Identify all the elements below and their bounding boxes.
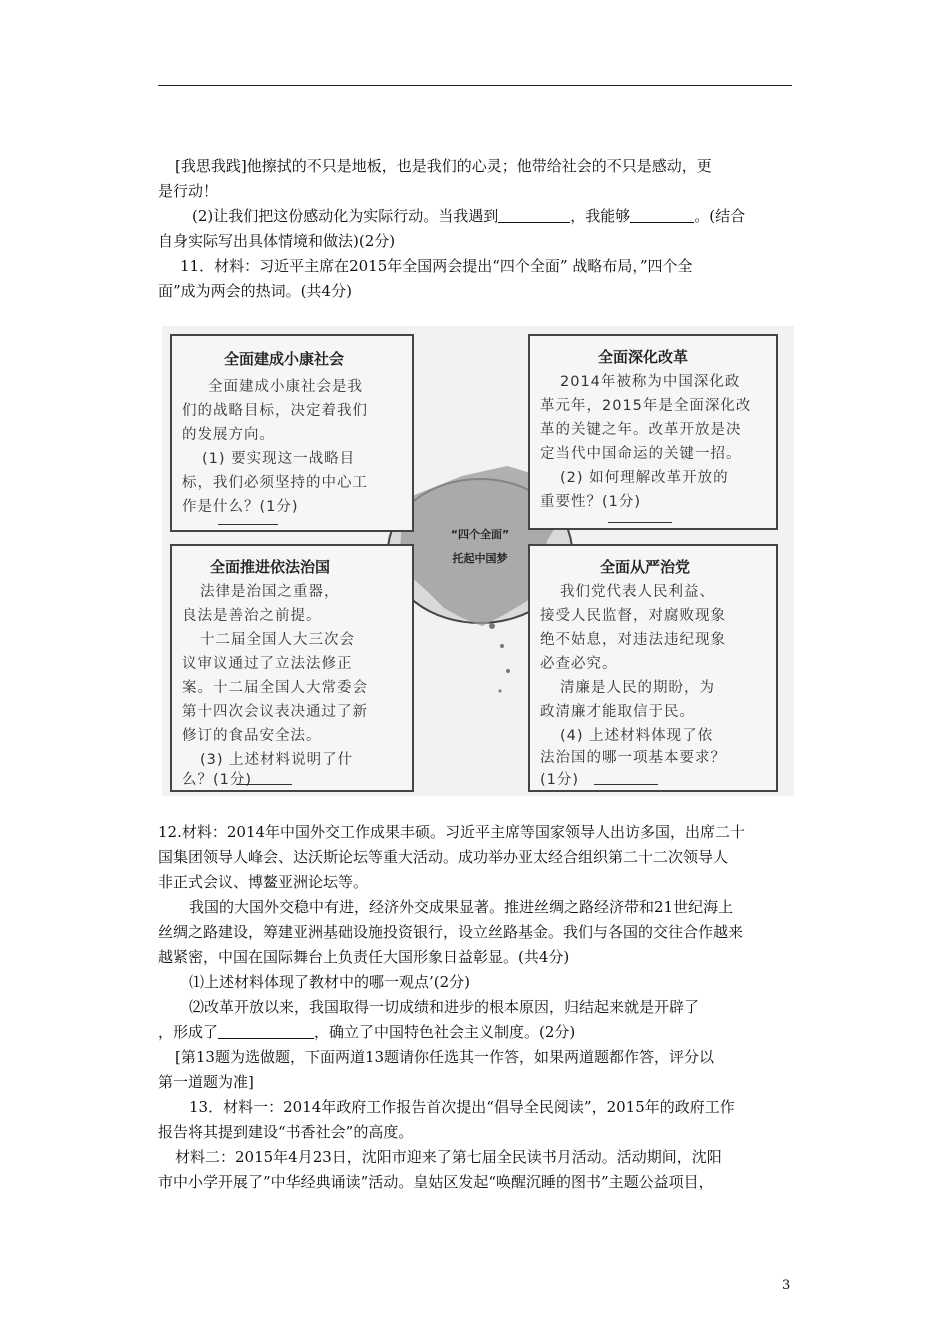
box-line: 法治国的哪一项基本要求？: [540, 750, 726, 766]
paragraph-line: 我国的大国外交稳中有进，经济外交成果显著。推进丝绸之路经济带和21世纪海上: [189, 898, 734, 916]
box-line: 修订的食品安全法。: [182, 728, 322, 744]
box-line: 定当代中国命运的关键一招。: [540, 446, 742, 462]
paragraph-line: 越紧密，中国在国际舞台上负责任大国形象日益彰显。(共4分): [158, 948, 570, 966]
box-line: 么？(1分): [182, 772, 253, 788]
text-segment: ，我能够: [570, 207, 631, 225]
paragraph-line: 第一道题为准]: [158, 1073, 254, 1091]
paragraph-line: 国集团领导人峰会、达沃斯论坛等重大活动。成功举办亚太经合组织第二十二次领导人: [158, 848, 729, 866]
box-line: 十二届全国人大三次会: [200, 632, 355, 648]
answer-blank[interactable]: [630, 207, 694, 223]
text-segment: ，确立了中国特色社会主义制度。(2分): [314, 1023, 576, 1041]
box-line: 革元年，2015年是全面深化改: [540, 398, 752, 414]
answer-line[interactable]: [218, 524, 278, 525]
box-line: (1分): [540, 772, 580, 788]
text-segment: ，形成了: [158, 1023, 219, 1041]
answer-line[interactable]: [608, 522, 672, 523]
four-comprehensives-figure: [162, 326, 794, 796]
paragraph-line: [192, 206, 745, 226]
box-title: 全面深化改革: [598, 348, 689, 366]
answer-blank[interactable]: [218, 1023, 314, 1039]
box-line: 们的战略目标，决定着我们: [182, 403, 368, 419]
box-xiaokang: [170, 334, 414, 532]
header-rule: [158, 85, 792, 86]
box-line: (2) 如何理解改革开放的: [560, 470, 729, 486]
box-line: 接受人民监督，对腐败现象: [540, 608, 726, 624]
box-title: 全面推进依法治国: [210, 558, 331, 576]
box-congyan: [528, 544, 778, 792]
box-line: 第十四次会议表决通过了新: [182, 704, 368, 720]
box-fazhi: [170, 544, 414, 792]
page-number: 3: [782, 1278, 791, 1293]
box-line: 的发展方向。: [182, 427, 275, 443]
paragraph-line: 13．材料一：2014年政府工作报告首次提出“倡导全民阅读”，2015年的政府工作: [189, 1098, 735, 1116]
text-segment: (2)让我们把这份感动化为实际行动。当我遇到: [192, 207, 499, 225]
paragraph-line: [第13题为选做题，下面两道13题请你任选其一作答，如果两道题都作答，评分以: [175, 1048, 715, 1066]
box-title: 全面从严治党: [600, 558, 691, 576]
paragraph-line: [158, 1022, 575, 1042]
paragraph-line: 丝绸之路建设，筹建亚洲基础设施投资银行，设立丝路基金。我们与各国的交往合作越来: [158, 923, 744, 941]
box-title: 全面建成小康社会: [224, 350, 345, 368]
box-line: 作是什么？(1分): [182, 499, 299, 515]
box-line: 全面建成小康社会是我: [208, 379, 363, 395]
paragraph-line: 自身实际写出具体情境和做法)(2分): [158, 232, 396, 250]
center-caption-line1: “四个全面”: [450, 528, 510, 541]
answer-blank[interactable]: [498, 207, 570, 223]
paragraph-line: 是行动！: [158, 182, 219, 200]
paragraph-line: ⑵改革开放以来，我国取得一切成绩和进步的根本原因，归结起来就是开辟了: [189, 998, 700, 1016]
box-line: 我们党代表人民利益、: [560, 584, 715, 600]
text-segment: 。(结合: [694, 207, 746, 225]
paragraph-line: 面”成为两会的热词。(共4分): [158, 282, 352, 300]
paragraph-line: 11．材料：习近平主席在2015年全国两会提出“四个全面” 战略布局，”四个全: [180, 257, 693, 275]
center-caption-line2: 托起中国梦: [452, 552, 508, 565]
paragraph-line: 市中小学开展了”中华经典诵读”活动。皇姑区发起“唤醒沉睡的图书”主题公益项目，: [158, 1173, 714, 1191]
box-line: 政清廉才能取信于民。: [540, 704, 695, 720]
box-shenhua: [528, 334, 778, 530]
box-line: (4) 上述材料体现了依: [560, 728, 714, 744]
box-line: 绝不姑息，对违法违纪现象: [540, 632, 726, 648]
paragraph-line: 报告将其提到建设“书香社会”的高度。: [158, 1123, 414, 1141]
box-line: 2014年被称为中国深化政: [560, 374, 741, 390]
box-line: (3) 上述材料说明了什: [200, 752, 354, 768]
paragraph-line: [我思我践]他擦拭的不只是地板，也是我们的心灵；他带给社会的不只是感动，更: [175, 157, 712, 175]
paragraph-line: 12.材料：2014年中国外交工作成果丰硕。习近平主席等国家领导人出访多国，出席二十: [158, 823, 746, 841]
box-line: 标，我们必须坚持的中心工: [182, 475, 368, 491]
box-line: 案。十二届全国人大常委会: [182, 680, 368, 696]
box-line: (1) 要实现这一战略目: [202, 451, 356, 467]
box-line: 重要性？(1分): [540, 494, 642, 510]
paragraph-line: 材料二：2015年4月23日，沈阳市迎来了第七届全民读书月活动。活动期间，沈阳: [175, 1148, 722, 1166]
box-line: 必查必究。: [540, 656, 618, 672]
box-line: 法律是治国之重器，: [200, 584, 340, 600]
paragraph-line: 非正式会议、博鳌亚洲论坛等。: [158, 873, 369, 891]
answer-line[interactable]: [594, 784, 658, 785]
box-line: 革的关键之年。改革开放是决: [540, 422, 742, 438]
box-line: 良法是善治之前提。: [182, 608, 322, 624]
box-line: 清廉是人民的期盼，为: [560, 680, 715, 696]
box-line: 议审议通过了立法法修正: [182, 656, 353, 672]
paragraph-line: ⑴上述材料体现了教材中的哪一观点’(2分): [189, 973, 471, 991]
answer-line[interactable]: [236, 784, 292, 785]
